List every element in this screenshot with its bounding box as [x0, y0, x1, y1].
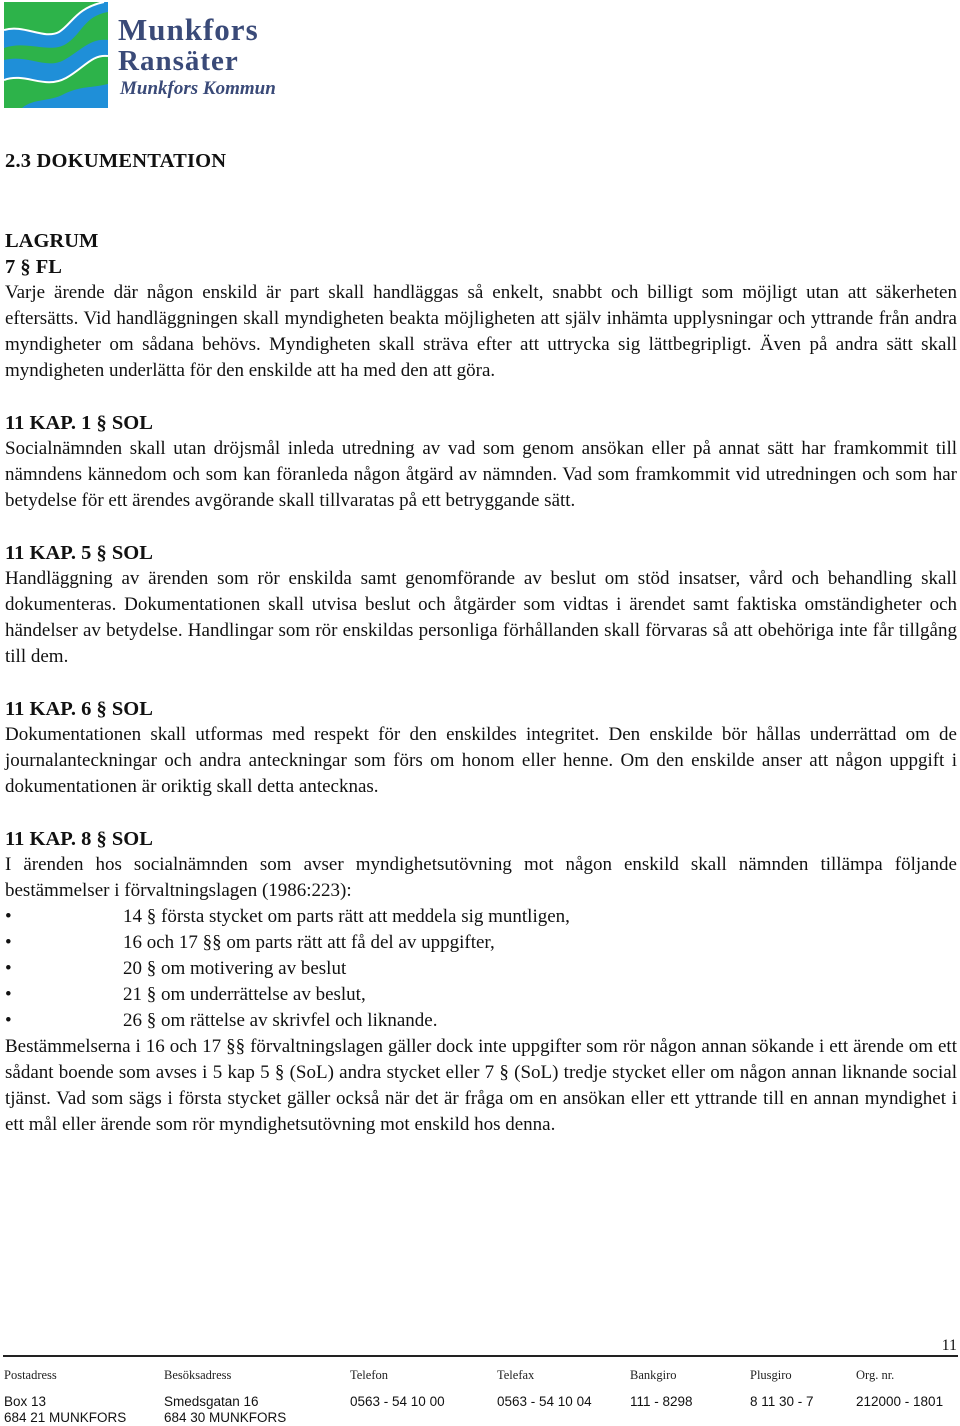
fl7-heading: 7 § FL	[5, 256, 62, 278]
footer-value: 212000 - 1801	[856, 1394, 944, 1409]
footer-telefax	[497, 1368, 592, 1409]
fl7-text: Varje ärende där någon enskild är part skall handläggas så enkelt, snabbt och billigt som möjligt utan att säkerheten eftersätts. Vid handläggningen skall myndigheten beakta möjligheten att själv inhämta upplysningar och yttrande från andra myndigheter om sådana behövs. Myndigheten skall sträva efter att uttrycka sig lättbegripligt. Även på andra sätt skall myndigheten underlätta för den enskilde att ha med den att göra.	[5, 282, 957, 381]
footer-label: Plusgiro	[750, 1368, 792, 1382]
lagrum-heading: LAGRUM	[5, 230, 99, 252]
list-item: • 20 § om motivering av beslut	[5, 956, 957, 982]
list-item: • 16 och 17 §§ om parts rätt att få del av uppgifter,	[5, 930, 957, 956]
footer-besoksadress	[164, 1368, 287, 1425]
kap6-text: Dokumentationen skall utformas med respekt för den enskildes integritet. Den enskilde bör hållas underrättad om de journalanteckningar och andra anteckningar som förs om honom eller henne. Om den enskilde anser att någon uppgift i dokumentationen är oriktig skall detta antecknas.	[5, 724, 957, 797]
list-item: • 14 § första stycket om parts rätt att meddela sig muntligen,	[5, 904, 957, 930]
footer-value: 111 - 8298	[630, 1394, 693, 1409]
logo-text-ransater: Ransäter	[118, 45, 239, 77]
kap8-outro: Bestämmelserna i 16 och 17 §§ förvaltningslagen gäller dock inte uppgifter som rör någon annan sökande i ett ärende om ett sådant boende som avses i 5 kap 5 § (SoL) andra stycket eller 7 § (SoL) tredje stycket eller om någon annan liknande social tjänst. Vad som sägs i första stycket gäller också när det är fråga om en ansökan eller ett yttrande till en annan myndighet i ett mål eller ärende som rör myndighetsutövning mot enskild hos denna.	[5, 1036, 957, 1135]
kap8-intro: I ärenden hos socialnämnden som avser myndighetsutövning mot någon enskild skall nämnden tillämpa följande bestämmelser i förvaltningslagen (1986:223):	[5, 854, 957, 901]
footer-divider	[3, 1355, 958, 1357]
kap1-text: Socialnämnden skall utan dröjsmål inleda utredning av vad som genom ansökan eller på annat sätt har framkommit till nämndens kännedom och som kan föranleda någon åtgärd av nämnden. Vad som framkommit vid utredningen och som har betydelse för ett ärendes avgörande skall tillvaratas på ett betryggande sätt.	[5, 438, 957, 511]
footer-label: Org. nr.	[856, 1368, 895, 1382]
footer-orgnr	[856, 1368, 944, 1409]
footer-value: 684 30 MUNKFORS	[164, 1410, 287, 1425]
footer-label: Besöksadress	[164, 1368, 232, 1382]
section-title: 2.3 DOKUMENTATION	[5, 150, 227, 172]
footer-value: Smedsgatan 16	[164, 1394, 259, 1409]
list-item: • 21 § om underrättelse av beslut,	[5, 982, 957, 1008]
logo-text-munkfors: Munkfors	[118, 12, 259, 47]
footer-bankgiro	[630, 1368, 693, 1409]
kap6-heading: 11 KAP. 6 § SOL	[5, 698, 153, 720]
footer-value: Box 13	[4, 1394, 47, 1409]
footer-value: 8 11 30 - 7	[750, 1394, 814, 1409]
footer-label: Telefon	[350, 1368, 388, 1382]
municipality-logo	[4, 2, 294, 110]
footer-value: 0563 - 54 10 04	[497, 1394, 592, 1409]
footer-postadress	[4, 1368, 127, 1425]
page-number: 11	[941, 1337, 957, 1354]
document-body	[5, 148, 957, 1138]
footer-telefon	[350, 1368, 445, 1409]
kap5-heading: 11 KAP. 5 § SOL	[5, 542, 153, 564]
kap5-text: Handläggning av ärenden som rör enskilda samt genomförande av beslut om stöd insatser, vård och behandling skall dokumenteras. Dokumentationen skall utvisa beslut och åtgärder som vidtas i ärendet samt faktiska omständigheter och händelser av betydelse. Handlingar som rör enskildas personliga förhållanden skall förvaras så att obehöriga inte får tillgång till dem.	[5, 568, 957, 667]
kap8-heading: 11 KAP. 8 § SOL	[5, 828, 153, 850]
logo-text-kommun: Munkfors Kommun	[120, 78, 276, 99]
list-item: • 26 § om rättelse av skrivfel och liknande.	[5, 1008, 957, 1034]
footer-value: 684 21 MUNKFORS	[4, 1410, 127, 1425]
footer-plusgiro	[750, 1368, 814, 1409]
kap8-bullet-list	[5, 904, 957, 1034]
kap1-heading: 11 KAP. 1 § SOL	[5, 412, 153, 434]
footer-value: 0563 - 54 10 00	[350, 1394, 445, 1409]
river-emblem-icon	[4, 2, 108, 108]
footer-label: Postadress	[4, 1368, 57, 1382]
footer-label: Bankgiro	[630, 1368, 677, 1382]
footer-label: Telefax	[497, 1368, 535, 1382]
